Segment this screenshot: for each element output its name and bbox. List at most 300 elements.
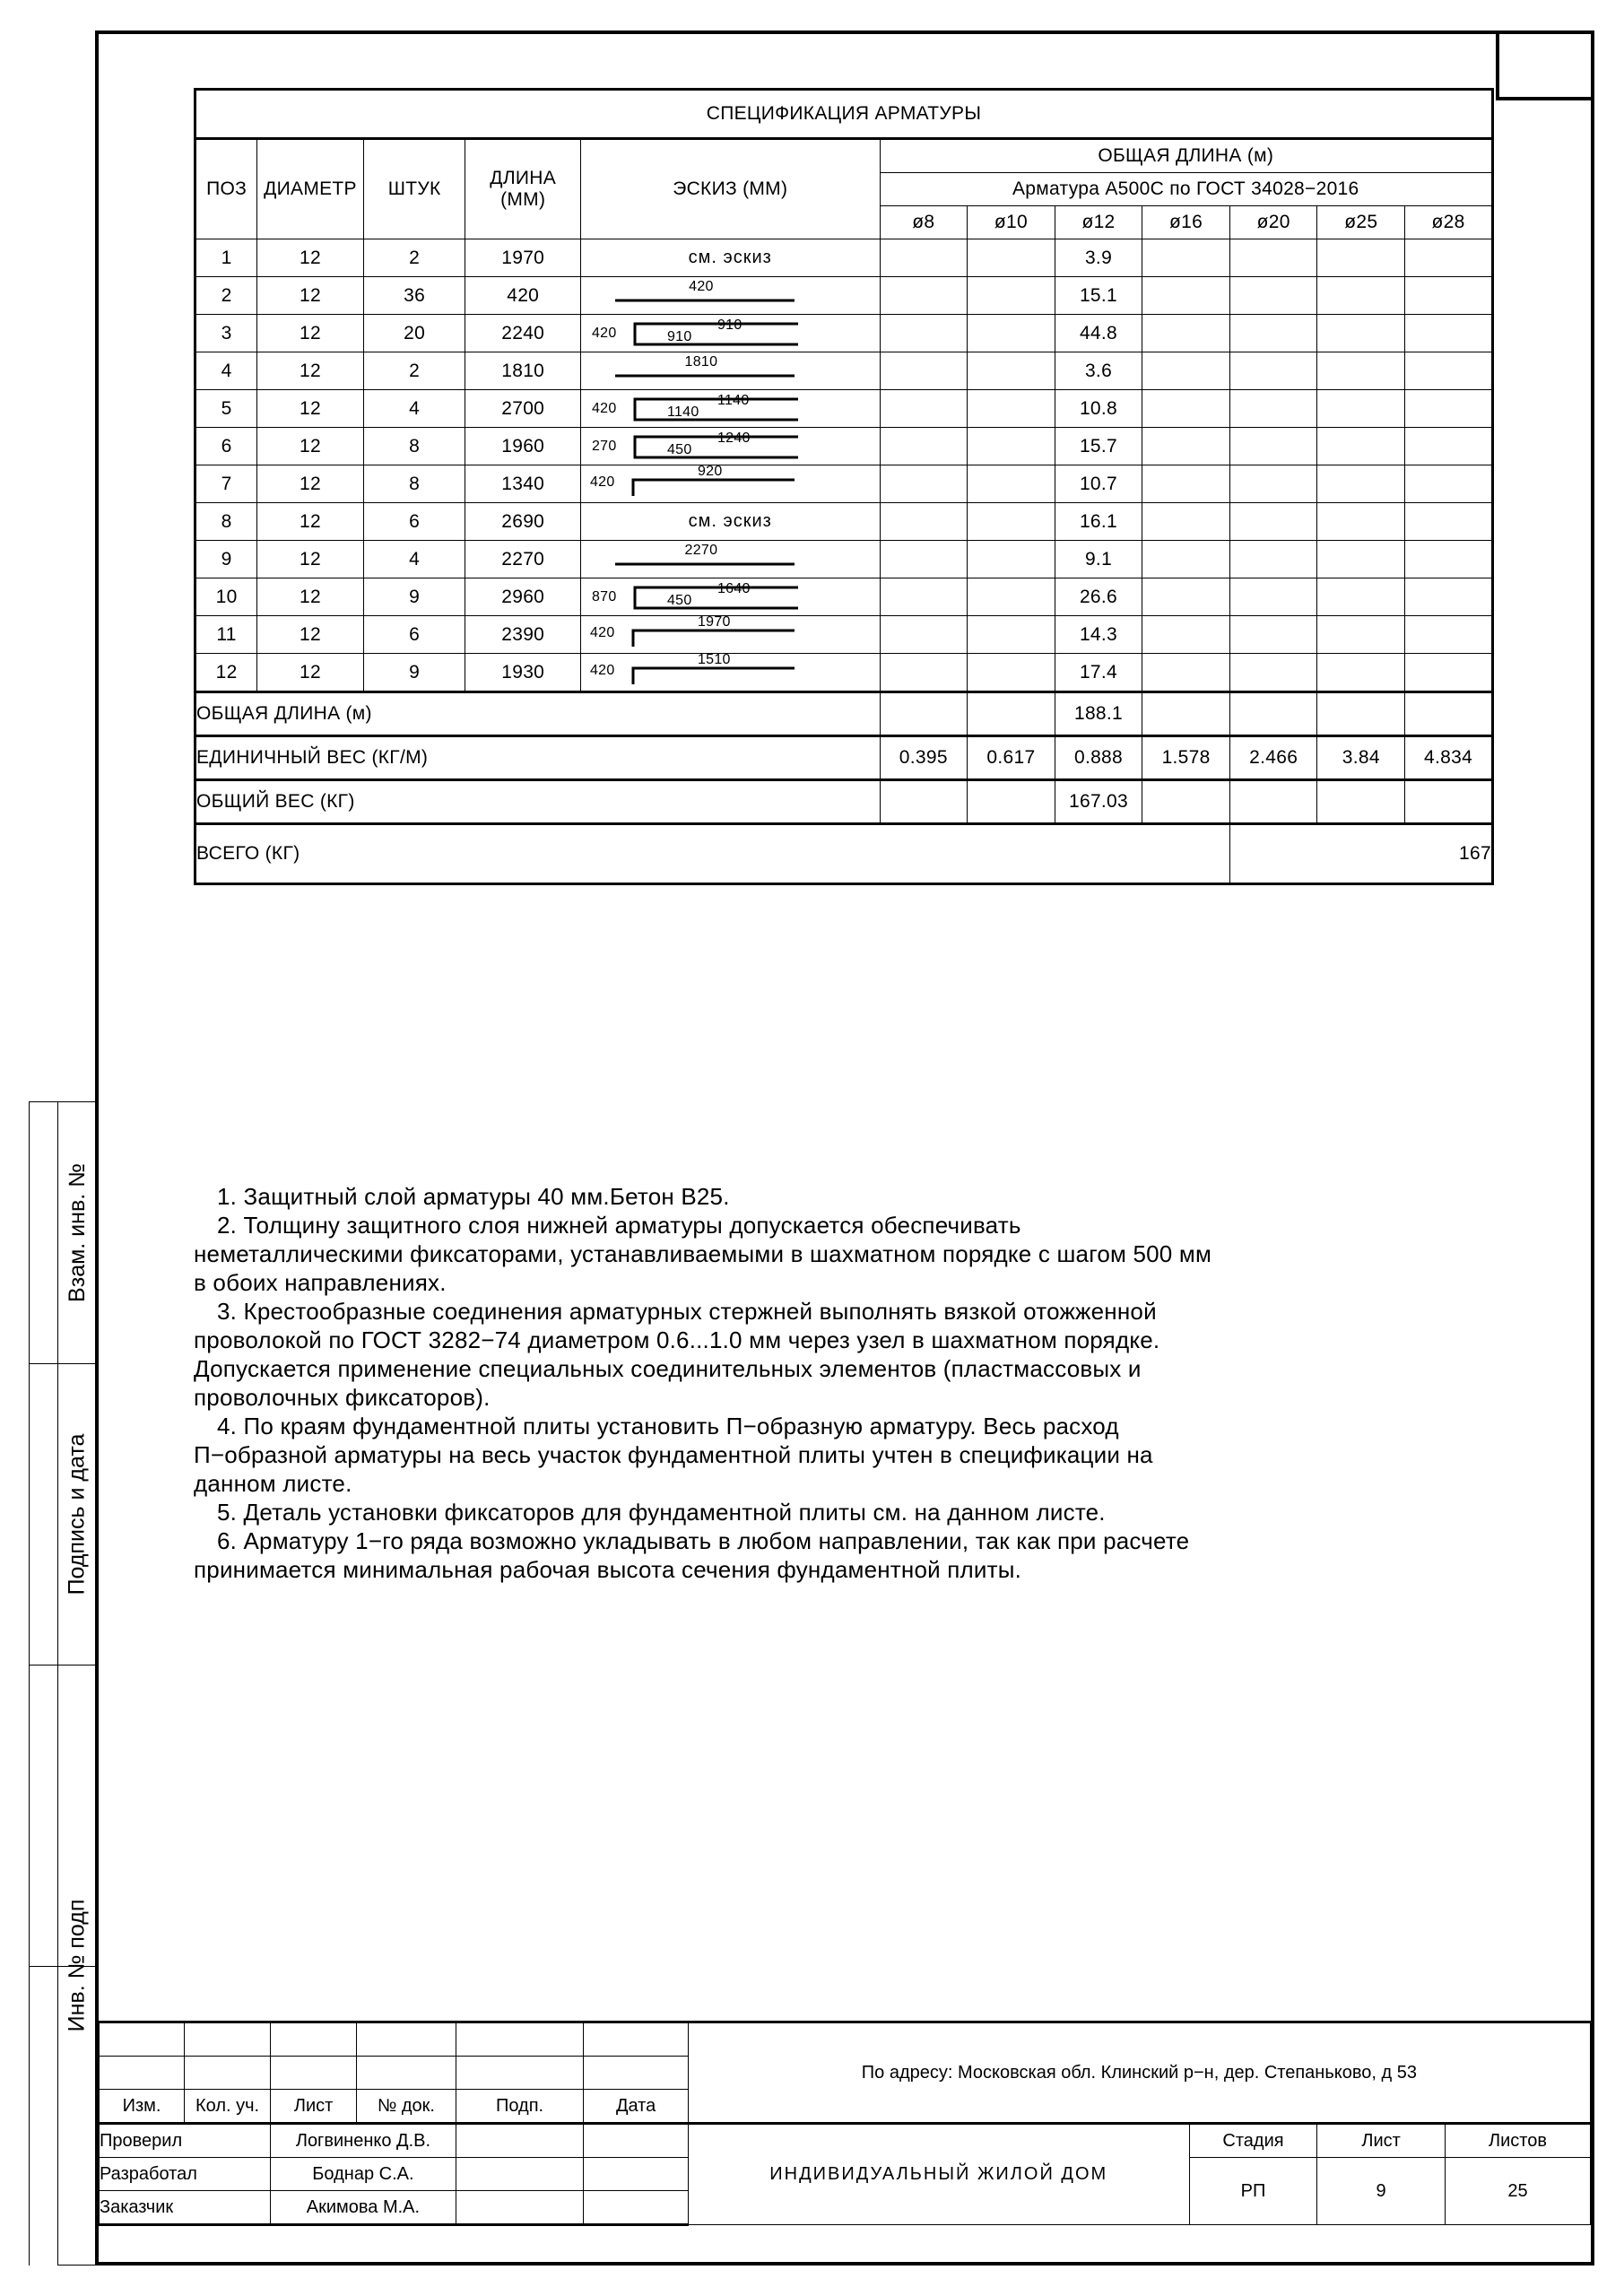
cell-length-d20 (1229, 428, 1317, 465)
summary-row (195, 780, 1493, 824)
table-row (195, 239, 1493, 277)
cell-length-d12: 15.7 (1055, 428, 1142, 465)
sketch-dimension: 910 (666, 329, 692, 344)
cell-length-d25 (1317, 616, 1405, 654)
rev-header-2: Лист (271, 2090, 357, 2124)
corner-tick-vertical (1496, 30, 1499, 100)
cell-length-d8 (880, 390, 968, 428)
cell-length-d20 (1229, 616, 1317, 654)
note-line: 3. Крестообразные соединения арматурных стержней выполнять вязкой отожженной (217, 1298, 1157, 1325)
cell-length-d16 (1142, 390, 1230, 428)
cell-length-d12: 10.8 (1055, 390, 1142, 428)
table-row (195, 578, 1493, 616)
cell-qty: 8 (363, 428, 465, 465)
sketch-dimension: 420 (589, 474, 615, 490)
role-name: Боднар С.А. (271, 2158, 456, 2191)
cell-length-d12: 44.8 (1055, 315, 1142, 352)
summary-value-d28: 4.834 (1405, 736, 1493, 780)
sketch-dimension: 420 (591, 401, 617, 416)
cell-length: 2700 (465, 390, 580, 428)
cell-length-d8 (880, 616, 968, 654)
cell-length: 1810 (465, 352, 580, 390)
cell-diameter: 12 (257, 578, 364, 616)
sketch-dimension: 450 (666, 593, 692, 608)
cell-qty: 8 (363, 465, 465, 503)
cell-sketch (580, 315, 880, 352)
sketch-graphic (581, 654, 880, 691)
sketch-graphic (581, 465, 880, 502)
stage-value-list: 9 (1317, 2158, 1446, 2225)
cell-sketch (580, 654, 880, 692)
cell-length-d8 (880, 503, 968, 541)
header-diameter-col-d28: ø28 (1405, 206, 1493, 239)
cell-length-d8 (880, 541, 968, 578)
sketch-dimension: 420 (689, 279, 714, 294)
sketch-dimension: 910 (716, 317, 743, 333)
cell-length-d12: 10.7 (1055, 465, 1142, 503)
sketch-dimension: 270 (591, 439, 617, 454)
cell-qty: 6 (363, 503, 465, 541)
cell-length-d16 (1142, 315, 1230, 352)
summary-value-d16 (1142, 780, 1230, 824)
cell-sketch (580, 428, 880, 465)
cell-length-d12: 26.6 (1055, 578, 1142, 616)
rev-cell (271, 2022, 357, 2057)
table-row (195, 315, 1493, 352)
cell-length-d25 (1317, 428, 1405, 465)
cell-sketch (580, 465, 880, 503)
header-diameter-col-d16: ø16 (1142, 206, 1230, 239)
summary-value-d16: 1.578 (1142, 736, 1230, 780)
note-line: 2. Толщину защитного слоя нижней арматуры допускается обеспечивать (217, 1212, 1021, 1239)
note-line: П−образной арматуры на весь участок фундаментной плиты учтен в спецификации на (194, 1441, 1153, 1468)
cell-length-d28 (1405, 390, 1493, 428)
cell-length-d20 (1229, 239, 1317, 277)
cell-length-d25 (1317, 654, 1405, 692)
corner-tick-horizontal (1496, 97, 1594, 100)
summary-value-d20: 2.466 (1229, 736, 1317, 780)
summary-value-d20 (1229, 692, 1317, 736)
cell-length-d16 (1142, 541, 1230, 578)
cell-length-d28 (1405, 315, 1493, 352)
sketch-dimension: 920 (697, 464, 723, 479)
role-sign (456, 2158, 584, 2191)
sketch-graphic (581, 541, 880, 578)
cell-length: 420 (465, 277, 580, 315)
header-length-line2: (ММ) (500, 189, 546, 210)
cell-sketch (580, 277, 880, 315)
summary-value-d8 (880, 780, 968, 824)
cell-length-d12: 15.1 (1055, 277, 1142, 315)
summary-value-d12: 188.1 (1055, 692, 1142, 736)
rev-cell (185, 2057, 271, 2090)
sketch-dimension: 1240 (716, 430, 751, 446)
cell-qty: 2 (363, 239, 465, 277)
cell-diameter: 12 (257, 390, 364, 428)
cell-length-d10 (968, 503, 1055, 541)
header-qty: ШТУК (363, 139, 465, 239)
summary-value-d20 (1229, 780, 1317, 824)
rev-header-4: Подп. (456, 2090, 584, 2124)
sketch-note-text: см. эскиз (688, 511, 772, 531)
summary-row (195, 692, 1493, 736)
summary-value-d25 (1317, 780, 1405, 824)
role-name: Логвиненко Д.В. (271, 2124, 456, 2158)
stage-value-stadia: РП (1189, 2158, 1317, 2225)
sketch-note-text: см. эскиз (688, 248, 772, 267)
note-line: 4. По краям фундаментной плиты установить П−образную арматуру. Весь расход (217, 1413, 1119, 1439)
cell-diameter: 12 (257, 465, 364, 503)
cell-pos: 11 (195, 616, 257, 654)
cell-length-d10 (968, 352, 1055, 390)
cell-pos: 4 (195, 352, 257, 390)
cell-length-d10 (968, 277, 1055, 315)
note-line: принимается минимальная рабочая высота сечения фундаментной плиты. (194, 1556, 1022, 1583)
stage-header-list: Лист (1317, 2124, 1446, 2158)
cell-qty: 9 (363, 654, 465, 692)
sketch-graphic (581, 352, 880, 389)
sketch-dimension: 420 (591, 326, 617, 341)
cell-length-d16 (1142, 654, 1230, 692)
cell-length-d20 (1229, 654, 1317, 692)
cell-length-d25 (1317, 315, 1405, 352)
cell-pos: 7 (195, 465, 257, 503)
cell-length-d20 (1229, 390, 1317, 428)
cell-length-d10 (968, 390, 1055, 428)
cell-qty: 9 (363, 578, 465, 616)
cell-pos: 6 (195, 428, 257, 465)
summary-value-d28 (1405, 780, 1493, 824)
side-strip-label-podpis (57, 1363, 97, 1665)
sketch-dimension: 1140 (716, 393, 750, 408)
cell-length-d28 (1405, 503, 1493, 541)
cell-length-d25 (1317, 578, 1405, 616)
table-row (195, 616, 1493, 654)
cell-length-d20 (1229, 578, 1317, 616)
cell-pos: 5 (195, 390, 257, 428)
cell-length-d28 (1405, 541, 1493, 578)
header-diameter-col-d20: ø20 (1229, 206, 1317, 239)
summary-value-d10 (968, 780, 1055, 824)
role-sign (456, 2124, 584, 2158)
sketch-dimension: 420 (589, 625, 615, 640)
cell-diameter: 12 (257, 315, 364, 352)
stage-header-listov: Листов (1445, 2124, 1591, 2158)
cell-length-d28 (1405, 239, 1493, 277)
sketch-dimension: 1810 (684, 354, 718, 370)
role-label: Проверил (99, 2124, 271, 2158)
table-row (195, 465, 1493, 503)
cell-length-d12: 14.3 (1055, 616, 1142, 654)
cell-sketch (580, 541, 880, 578)
cell-length-d25 (1317, 541, 1405, 578)
sketch-graphic (581, 503, 880, 540)
role-label: Заказчик (99, 2191, 271, 2225)
sketch-dimension: 1510 (697, 652, 731, 667)
summary-value-d25 (1317, 692, 1405, 736)
rev-cell (99, 2057, 185, 2090)
summary-value-d28 (1405, 692, 1493, 736)
cell-length-d10 (968, 315, 1055, 352)
cell-length: 1340 (465, 465, 580, 503)
role-label: Разработал (99, 2158, 271, 2191)
cell-diameter: 12 (257, 616, 364, 654)
project-address: По адресу: Московская обл. Клинский р−н, дер. Степаньково, д 53 (688, 2022, 1591, 2124)
project-object-name: ИНДИВИДУАЛЬНЫЙ ЖИЛОЙ ДОМ (688, 2124, 1189, 2225)
side-strip-label-text: Подпись и дата (64, 1433, 90, 1596)
role-date (584, 2124, 688, 2158)
stage-value-listov: 25 (1445, 2158, 1591, 2225)
cell-pos: 2 (195, 277, 257, 315)
summary-value-d8: 0.395 (880, 736, 968, 780)
cell-length: 2270 (465, 541, 580, 578)
grand-total-row (195, 824, 1493, 884)
cell-length-d10 (968, 465, 1055, 503)
cell-length-d12: 9.1 (1055, 541, 1142, 578)
summary-value-d12: 167.03 (1055, 780, 1142, 824)
side-strip-label-text: Взам. инв. № (64, 1163, 90, 1302)
cell-length-d8 (880, 352, 968, 390)
rev-cell (357, 2057, 456, 2090)
side-strip-label-text: Инв. № подп (64, 1899, 90, 2031)
cell-length-d8 (880, 654, 968, 692)
cell-length-d8 (880, 428, 968, 465)
sketch-dimension: 1140 (666, 404, 699, 420)
summary-label-total-weight: ОБЩИЙ ВЕС (КГ) (195, 780, 881, 824)
note-line: в обоих направлениях. (194, 1269, 447, 1296)
general-notes (194, 1182, 1548, 1584)
cell-pos: 10 (195, 578, 257, 616)
cell-diameter: 12 (257, 541, 364, 578)
cell-length-d28 (1405, 465, 1493, 503)
summary-value-d16 (1142, 692, 1230, 736)
header-pos: ПОЗ (195, 139, 257, 239)
cell-qty: 6 (363, 616, 465, 654)
header-standard: Арматура А500С по ГОСТ 34028−2016 (880, 173, 1492, 206)
cell-qty: 20 (363, 315, 465, 352)
cell-length-d16 (1142, 239, 1230, 277)
cell-length: 1930 (465, 654, 580, 692)
note-line: данном листе. (194, 1470, 352, 1497)
cell-length-d10 (968, 578, 1055, 616)
cell-length: 1970 (465, 239, 580, 277)
role-sign (456, 2191, 584, 2225)
header-diameter-col-d10: ø10 (968, 206, 1055, 239)
cell-sketch (580, 503, 880, 541)
cell-length-d8 (880, 315, 968, 352)
cell-length-d28 (1405, 654, 1493, 692)
rev-cell (185, 2022, 271, 2057)
rev-cell (357, 2022, 456, 2057)
header-diameter-col-d25: ø25 (1317, 206, 1405, 239)
side-strip-label-vzam (57, 1101, 97, 1363)
cell-length: 2960 (465, 578, 580, 616)
sketch-dimension: 2270 (684, 543, 718, 558)
header-diameter: ДИАМЕТР (257, 139, 364, 239)
rev-cell (456, 2022, 584, 2057)
summary-value-d25: 3.84 (1317, 736, 1405, 780)
cell-length-d20 (1229, 503, 1317, 541)
cell-diameter: 12 (257, 654, 364, 692)
rev-cell (584, 2057, 688, 2090)
cell-length-d10 (968, 239, 1055, 277)
header-diameter-col-d8: ø8 (880, 206, 968, 239)
stage-header-stadia: Стадия (1189, 2124, 1317, 2158)
cell-pos: 1 (195, 239, 257, 277)
cell-length: 2390 (465, 616, 580, 654)
sketch-graphic (581, 277, 880, 314)
sketch-graphic (581, 390, 880, 427)
cell-qty: 36 (363, 277, 465, 315)
cell-length-d10 (968, 654, 1055, 692)
table-row (195, 503, 1493, 541)
summary-value-d10 (968, 692, 1055, 736)
table-row (195, 654, 1493, 692)
sketch-graphic (581, 616, 880, 653)
header-diameter-col-d12: ø12 (1055, 206, 1142, 239)
note-line: неметаллическими фиксаторами, устанавливаемыми в шахматном порядке с шагом 500 мм (194, 1240, 1212, 1267)
side-strip-label-inv (57, 1665, 97, 2266)
spec-table-title: СПЕЦИФИКАЦИЯ АРМАТУРЫ (195, 90, 1493, 139)
role-name: Акимова М.А. (271, 2191, 456, 2225)
cell-length-d28 (1405, 352, 1493, 390)
role-date (584, 2158, 688, 2191)
sketch-graphic (581, 428, 880, 465)
cell-pos: 12 (195, 654, 257, 692)
sketch-dimension: 420 (589, 663, 615, 678)
cell-length: 1960 (465, 428, 580, 465)
cell-sketch (580, 578, 880, 616)
cell-length-d12: 3.9 (1055, 239, 1142, 277)
summary-value-d10: 0.617 (968, 736, 1055, 780)
cell-length-d20 (1229, 465, 1317, 503)
cell-length-d16 (1142, 503, 1230, 541)
cell-length-d12: 16.1 (1055, 503, 1142, 541)
cell-length-d20 (1229, 315, 1317, 352)
table-row (195, 352, 1493, 390)
rev-header-5: Дата (584, 2090, 688, 2124)
cell-pos: 9 (195, 541, 257, 578)
cell-qty: 2 (363, 352, 465, 390)
role-date (584, 2191, 688, 2225)
cell-length-d16 (1142, 616, 1230, 654)
cell-diameter: 12 (257, 503, 364, 541)
note-line: 6. Арматуру 1−го ряда возможно укладывать в любом направлении, так как при расчете (217, 1527, 1190, 1554)
sketch-dimension: 870 (591, 589, 617, 604)
cell-length-d25 (1317, 503, 1405, 541)
sketch-graphic (581, 239, 880, 276)
note-line: 5. Деталь установки фиксаторов для фундаментной плиты см. на данном листе. (217, 1499, 1106, 1526)
cell-length-d25 (1317, 277, 1405, 315)
header-total-length-group: ОБЩАЯ ДЛИНА (м) (880, 139, 1492, 173)
cell-length-d10 (968, 541, 1055, 578)
cell-length-d25 (1317, 465, 1405, 503)
cell-length-d28 (1405, 428, 1493, 465)
cell-length-d20 (1229, 541, 1317, 578)
grand-total-value: 167 (1229, 824, 1492, 884)
cell-length: 2240 (465, 315, 580, 352)
cell-length-d8 (880, 239, 968, 277)
sheet-side-strip (29, 1101, 97, 2266)
cell-length-d25 (1317, 352, 1405, 390)
title-block (97, 2021, 1593, 2266)
table-row (195, 541, 1493, 578)
summary-row (195, 736, 1493, 780)
cell-diameter: 12 (257, 239, 364, 277)
header-sketch: ЭСКИЗ (ММ) (580, 139, 880, 239)
rev-cell (456, 2057, 584, 2090)
cell-length-d28 (1405, 616, 1493, 654)
cell-diameter: 12 (257, 352, 364, 390)
rev-header-1: Кол. уч. (185, 2090, 271, 2124)
table-row (195, 390, 1493, 428)
cell-sketch (580, 239, 880, 277)
cell-length-d16 (1142, 465, 1230, 503)
summary-label-total-length: ОБЩАЯ ДЛИНА (м) (195, 692, 881, 736)
summary-label-unit-weight: ЕДИНИЧНЫЙ ВЕС (КГ/М) (195, 736, 881, 780)
cell-length-d8 (880, 277, 968, 315)
cell-length: 2690 (465, 503, 580, 541)
cell-length-d25 (1317, 390, 1405, 428)
rev-header-0: Изм. (99, 2090, 185, 2124)
cell-diameter: 12 (257, 428, 364, 465)
cell-qty: 4 (363, 390, 465, 428)
cell-length-d16 (1142, 428, 1230, 465)
rev-cell (584, 2022, 688, 2057)
cell-sketch (580, 390, 880, 428)
header-length (465, 139, 580, 239)
rev-header-3: № док. (357, 2090, 456, 2124)
note-line: 1. Защитный слой арматуры 40 мм.Бетон В25. (217, 1183, 730, 1210)
sketch-dimension: 1640 (716, 581, 751, 596)
cell-pos: 3 (195, 315, 257, 352)
cell-length-d20 (1229, 352, 1317, 390)
cell-length-d10 (968, 428, 1055, 465)
rev-cell (99, 2022, 185, 2057)
cell-length-d8 (880, 465, 968, 503)
cell-sketch (580, 616, 880, 654)
sketch-dimension: 450 (666, 442, 692, 457)
cell-length-d16 (1142, 352, 1230, 390)
sketch-graphic (581, 315, 880, 352)
cell-length-d16 (1142, 578, 1230, 616)
cell-length-d10 (968, 616, 1055, 654)
cell-diameter: 12 (257, 277, 364, 315)
rev-cell (271, 2057, 357, 2090)
cell-qty: 4 (363, 541, 465, 578)
sketch-graphic (581, 578, 880, 615)
cell-length-d12: 3.6 (1055, 352, 1142, 390)
table-row (195, 277, 1493, 315)
table-row (195, 428, 1493, 465)
header-length-line1: ДЛИНА (490, 167, 557, 188)
cell-length-d25 (1317, 239, 1405, 277)
cell-pos: 8 (195, 503, 257, 541)
note-line: Допускается применение специальных соединительных элементов (пластмассовых и (194, 1355, 1142, 1382)
cell-length-d12: 17.4 (1055, 654, 1142, 692)
cell-length-d16 (1142, 277, 1230, 315)
note-line: проволокой по ГОСТ 3282−74 диаметром 0.6...1.0 мм через узел в шахматном порядке. (194, 1326, 1160, 1353)
cell-length-d8 (880, 578, 968, 616)
sketch-dimension: 1970 (697, 614, 731, 630)
cell-sketch (580, 352, 880, 390)
note-line: проволочных фиксаторов). (194, 1384, 491, 1411)
cell-length-d28 (1405, 578, 1493, 616)
rebar-specification-table (194, 88, 1494, 885)
summary-value-d12: 0.888 (1055, 736, 1142, 780)
cell-length-d28 (1405, 277, 1493, 315)
cell-length-d20 (1229, 277, 1317, 315)
